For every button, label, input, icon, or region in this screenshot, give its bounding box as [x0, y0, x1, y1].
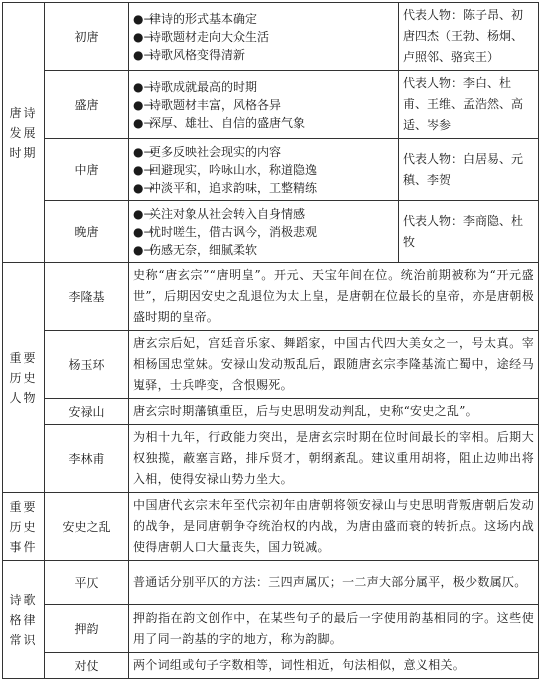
person-description: 为相十九年，行政能力突出，是唐玄宗时期在位时间最长的宰相。后期大权独揽，蔽塞言路，排斥贤才，朝纲紊乱。建议重用胡将，阻止边帅出将入相，使得安禄山势力坐大。: [129, 425, 539, 493]
rule-description: 两个词组或句子字数相等，词性相近，句法相似，意义相关。: [129, 653, 539, 679]
person-row: [3, 425, 539, 493]
period-points: [129, 71, 399, 139]
rule-row: [3, 561, 539, 605]
point-item: ●→关注对象从社会转入自身情感: [133, 206, 306, 221]
bullet-arrow-icon: ●→: [133, 224, 154, 239]
category-events: 重要历史事件: [3, 493, 45, 561]
bullet-arrow-icon: ●→: [133, 29, 154, 44]
event-name: 安史之乱: [45, 493, 129, 561]
bullet-arrow-icon: ●→: [133, 206, 154, 221]
period-representatives: 代表人物：陈子昂、初唐四杰（王勃、杨炯、卢照邻、骆宾王）: [399, 3, 539, 71]
period-points: [129, 139, 399, 201]
person-row: [3, 331, 539, 399]
point-item: ●→诗歌题材丰富，风格各异: [133, 97, 282, 112]
period-points: [129, 201, 399, 263]
period-name: 盛唐: [45, 71, 129, 139]
point-item: ●→诗歌成就最高的时期: [133, 79, 258, 94]
category-people: 重要历史人物: [3, 263, 45, 493]
person-name: 李隆基: [45, 263, 129, 331]
period-row-late: [3, 201, 539, 263]
period-name: 晚唐: [45, 201, 129, 263]
person-description: 唐玄宗时期藩镇重臣，后与史思明发动判乱，史称“安史之乱”。: [129, 399, 539, 425]
point-item: ●→诗歌题材走向大众生活: [133, 29, 270, 44]
point-item: ●→诗歌风格变得清新: [133, 47, 246, 62]
point-item: ●→忧时嗟生，借古讽今，消极悲观: [133, 224, 318, 239]
category-rules: 诗歌格律常识: [3, 561, 45, 679]
person-name: 安禄山: [45, 399, 129, 425]
point-item: ●→回避现实，吟咏山水，称道隐逸: [133, 162, 318, 177]
person-name: 李林甫: [45, 425, 129, 493]
period-points: [129, 3, 399, 71]
bullet-arrow-icon: ●→: [133, 180, 154, 195]
bullet-arrow-icon: ●→: [133, 79, 154, 94]
rule-row: [3, 605, 539, 653]
bullet-arrow-icon: ●→: [133, 144, 154, 159]
bullet-arrow-icon: ●→: [133, 162, 154, 177]
person-row: [3, 263, 539, 331]
rule-row: [3, 653, 539, 679]
bullet-arrow-icon: ●→: [133, 115, 154, 130]
event-row: [3, 493, 539, 561]
person-name: 杨玉环: [45, 331, 129, 399]
rule-name: 平仄: [45, 561, 129, 605]
period-name: 中唐: [45, 139, 129, 201]
point-item: ●→深厚、雄壮、自信的盛唐气象: [133, 115, 306, 130]
bullet-arrow-icon: ●→: [133, 11, 154, 26]
rule-description: 普通话分别平仄的方法：三四声属仄；一二声大部分属平，极少数属仄。: [129, 561, 539, 605]
rule-name: 对仗: [45, 653, 129, 679]
period-row-high: [3, 71, 539, 139]
rule-description: 押韵指在韵文创作中，在某些句子的最后一字使用韵基相同的字。这些使用了同一韵基的字的地方，称为韵脚。: [129, 605, 539, 653]
person-row: [3, 399, 539, 425]
period-representatives: 代表人物：李商隐、杜牧: [399, 201, 539, 263]
bullet-arrow-icon: ●→: [133, 97, 154, 112]
event-description: 中国唐代玄宗末年至代宗初年由唐朝将领安禄山与史思明背叛唐朝后发动的战争，是同唐朝争夺统治权的内战，为唐由盛而衰的转折点。这场内战使得唐朝人口大量丧失，国力锐减。: [129, 493, 539, 561]
person-description: 唐玄宗后妃，宫廷音乐家、舞蹈家，中国古代四大美女之一，号太真。宰相杨国忠堂妹。安禄山发动叛乱后，跟随唐玄宗李隆基流亡蜀中，途经马嵬驿，士兵哗变，含恨赐死。: [129, 331, 539, 399]
point-item: ●→冲淡平和，追求韵味，工整精练: [133, 180, 318, 195]
point-item: ●→律诗的形式基本确定: [133, 11, 258, 26]
period-representatives: 代表人物：白居易、元稹、李贺: [399, 139, 539, 201]
period-representatives: 代表人物：李白、杜甫、王维、孟浩然、高适、岑参: [399, 71, 539, 139]
period-row-mid: [3, 139, 539, 201]
period-name: 初唐: [45, 3, 129, 71]
tang-poetry-summary-table: [2, 2, 539, 679]
point-item: ●→更多反映社会现实的内容: [133, 144, 282, 159]
bullet-arrow-icon: ●→: [133, 242, 154, 257]
point-item: ●→伤感无奈，细腻柔软: [133, 242, 258, 257]
person-description: 史称“唐玄宗”“唐明皇”。开元、天宝年间在位。统治前期被称为“开元盛世”，后期因安史之乱退位为太上皇，是唐朝在位最长的皇帝，亦是唐朝极盛时期的皇帝。: [129, 263, 539, 331]
rule-name: 押韵: [45, 605, 129, 653]
category-periods: 唐诗发展时期: [3, 3, 45, 263]
bullet-arrow-icon: ●→: [133, 47, 154, 62]
period-row-early: [3, 3, 539, 71]
